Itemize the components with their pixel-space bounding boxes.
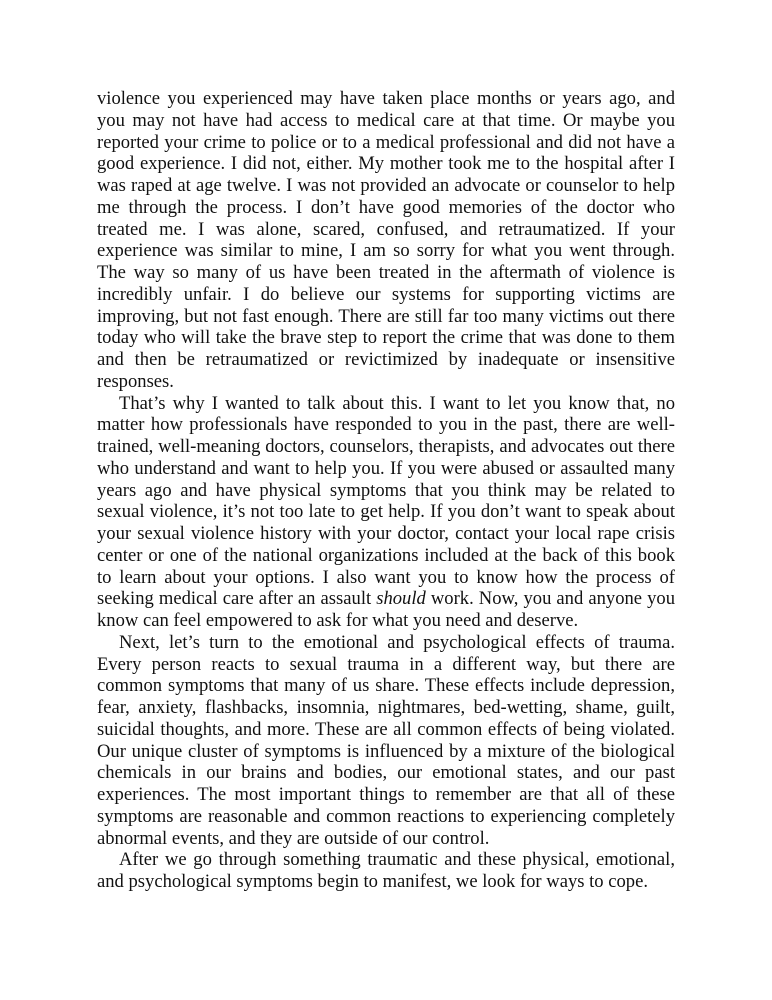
- paragraph-coping: After we go through something traumatic and these physical, emotional, and psychological symptoms begin to manifest, we look for ways to cope.: [97, 849, 675, 892]
- paragraph-emotional-effects: Next, let’s turn to the emotional and psychological effects of trauma. Every person reacts to sexual trauma in a different way, but there are common symptoms that many of us share. These effects include depression, fear, anxiety, flashbacks, insomnia, nightmares, bed-wetting, shame, guilt, suicidal thoughts, and more. These are all common effects of being violated. Our unique cluster of symptoms is influenced by a mixture of the biological chemicals in our brains and bodies, our emotional states, and our past experiences. The most important things to remember are that all of these symptoms are reasonable and common reactions to experiencing completely abnormal events, and they are outside of our control.: [97, 631, 675, 849]
- paragraph-why-talk-text-before: That’s why I wanted to talk about this. I want to let you know that, no matter how professionals have responded to you in the past, there are well-trained, well-meaning doctors, counselors, therapists, and advocates out there who understand and want to help you. If you were abused or assaulted many years ago and have physical symptoms that you think may be related to sexual violence, it’s not too late to get help. If you don’t want to speak about your sexual violence history with your doctor, contact your local rape crisis center or one of the national organizations included at the back of this book to learn about your options. I also want you to know how the process of seeking medical care after an assault: [97, 392, 675, 610]
- emphasis-should: should: [376, 588, 426, 610]
- paragraph-medical-care: violence you experienced may have taken place months or years ago, and you may not have had access to medical care at that time. Or maybe you reported your crime to police or to a medical professional and did not have a good experience. I did not, either. My mother took me to the hospital after I was raped at age twelve. I was not provided an advocate or counselor to help me through the process. I don’t have good memories of the doctor who treated me. I was alone, scared, confused, and retraumatized. If your experience was similar to mine, I am so sorry for what you went through. The way so many of us have been treated in the aftermath of violence is incredibly unfair. I do believe our systems for supporting victims are improving, but not fast enough. There are still far too many victims out there today who will take the brave step to report the crime that was done to them and then be retraumatized or revictimized by inadequate or insensitive responses.: [97, 88, 675, 392]
- paragraph-why-talk-text-after: work. Now, you and anyone you know can feel empowered to ask for what you need and deserve.: [97, 588, 675, 631]
- paragraph-why-talk: [97, 393, 675, 632]
- page-body: [97, 88, 675, 893]
